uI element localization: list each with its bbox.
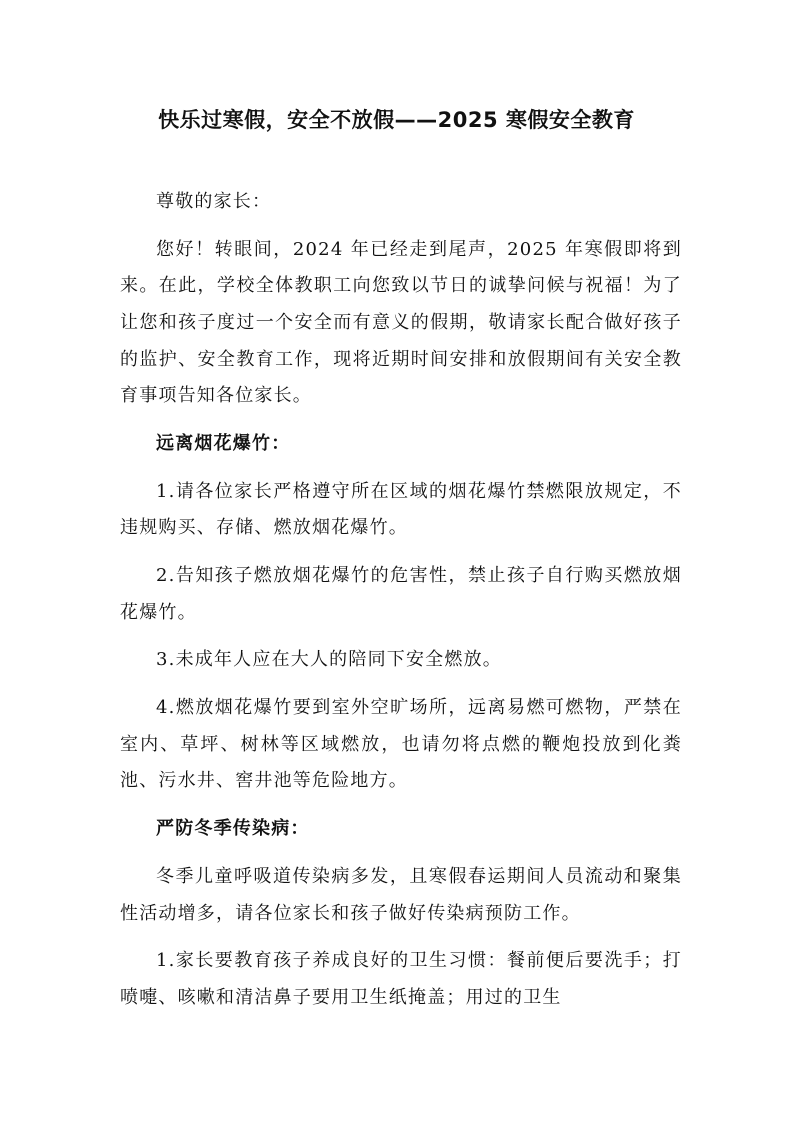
section-heading-fireworks: 远离烟花爆竹：	[156, 432, 291, 454]
fireworks-item-4: 4.燃放烟花爆竹要到室外空旷场所，远离易燃可燃物，严禁在室内、草坪、树林等区域燃放，也请勿将点燃的鞭炮投放到化粪池、污水井、窖井池等危险地方。	[120, 697, 682, 792]
fireworks-item-1: 1.请各位家长严格遵守所在区域的烟花爆竹禁燃限放规定，不违规购买、存储、燃放烟花爆竹。	[120, 480, 682, 539]
intro-paragraph: 您好！转眼间，2024 年已经走到尾声，2025 年寒假即将到来。在此，学校全体教职工向您致以节日的诚挚问候与祝福！为了让您和孩子度过一个安全而有意义的假期，敬请家长配合做好孩子的监护、安全教育工作，现将近期时间安排和放假期间有关安全教育事项告知各位家长。	[120, 238, 682, 407]
section-heading-disease: 严防冬季传染病：	[156, 818, 310, 840]
disease-item-1: 1.家长要教育孩子养成良好的卫生习惯：餐前便后要洗手；打喷嚏、咳嗽和清洁鼻子要用卫生纸掩盖；用过的卫生	[120, 950, 682, 1008]
document-body	[120, 184, 682, 1028]
disease-intro-paragraph: 冬季儿童呼吸道传染病多发，且寒假春运期间人员流动和聚集性活动增多，请各位家长和孩子做好传染病预防工作。	[120, 866, 682, 924]
document-title: 快乐过寒假，安全不放假——2025 寒假安全教育	[158, 108, 635, 132]
salutation: 尊敬的家长：	[156, 191, 272, 212]
fireworks-item-3: 3.未成年人应在大人的陪同下安全燃放。	[156, 649, 502, 671]
fireworks-item-2: 2.告知孩子燃放烟花爆竹的危害性，禁止孩子自行购买燃放烟花爆竹。	[120, 565, 682, 623]
